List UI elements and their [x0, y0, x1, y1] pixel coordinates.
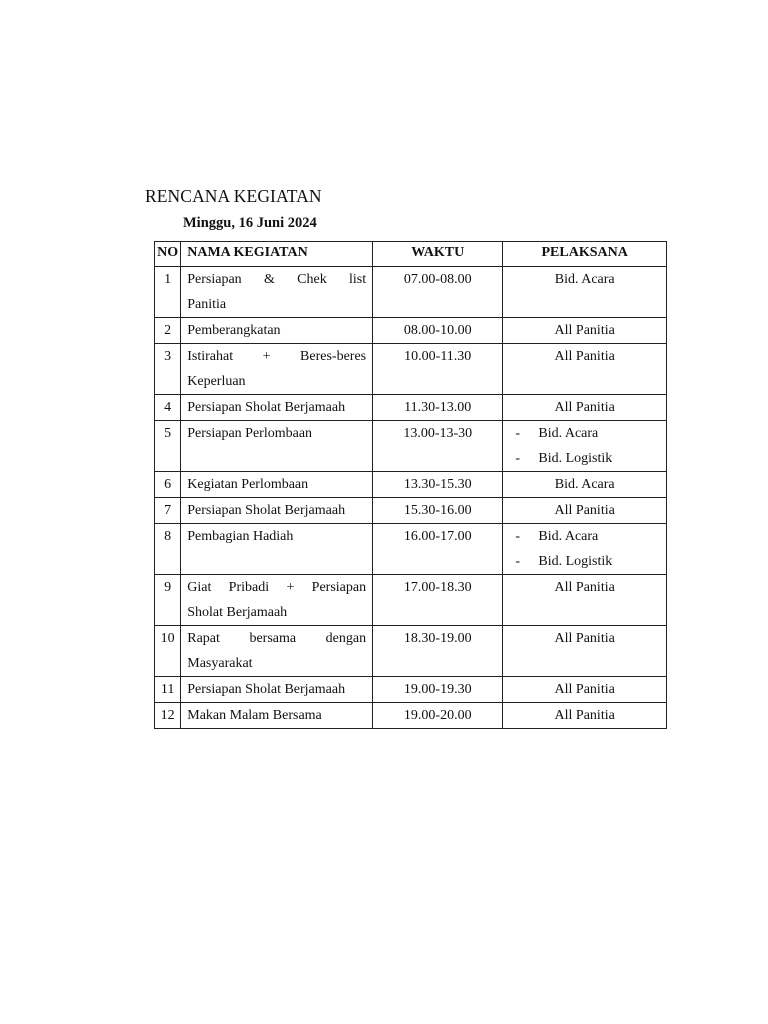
nama-line: Masyarakat	[187, 656, 253, 671]
table-header-row	[155, 242, 667, 267]
header-pelaksana: PELAKSANA	[503, 242, 667, 267]
cell-pelaksana: All Panitia	[503, 344, 667, 395]
pelaksana-label: Bid. Logistik	[538, 451, 613, 466]
table-row	[155, 267, 667, 318]
cell-no: 12	[155, 703, 181, 729]
cell-nama-kegiatan: Makan Malam Bersama	[181, 703, 373, 729]
cell-waktu: 18.30-19.00	[373, 626, 503, 677]
cell-nama-kegiatan: Pembagian Hadiah	[181, 524, 373, 575]
header-nama-kegiatan: NAMA KEGIATAN	[181, 242, 373, 267]
table-row	[155, 703, 667, 729]
header-waktu: WAKTU	[373, 242, 503, 267]
table-row	[155, 677, 667, 703]
nama-line: Panitia	[187, 297, 227, 312]
cell-nama-kegiatan	[181, 267, 373, 318]
table-row	[155, 498, 667, 524]
cell-waktu: 17.00-18.30	[373, 575, 503, 626]
pelaksana-label: Bid. Acara	[538, 426, 599, 441]
pelaksana-label: Bid. Acara	[538, 529, 599, 544]
cell-pelaksana	[503, 421, 667, 472]
dash-bullet: -	[515, 554, 521, 569]
cell-nama-kegiatan: Persiapan Sholat Berjamaah	[181, 677, 373, 703]
cell-nama-kegiatan	[181, 575, 373, 626]
cell-no: 11	[155, 677, 181, 703]
pelaksana-list-item	[515, 549, 660, 574]
cell-pelaksana: Bid. Acara	[503, 472, 667, 498]
cell-no: 7	[155, 498, 181, 524]
table-row	[155, 524, 667, 575]
dash-bullet: -	[515, 529, 521, 544]
cell-no: 5	[155, 421, 181, 472]
table-row	[155, 472, 667, 498]
header-no: NO	[155, 242, 181, 267]
document-title: RENCANA KEGIATAN	[145, 186, 322, 206]
cell-waktu: 19.00-19.30	[373, 677, 503, 703]
nama-line: Giat Pribadi + Persiapan	[187, 580, 367, 595]
cell-waktu: 07.00-08.00	[373, 267, 503, 318]
cell-pelaksana: All Panitia	[503, 575, 667, 626]
pelaksana-list-item	[515, 446, 660, 471]
cell-no: 3	[155, 344, 181, 395]
cell-nama-kegiatan	[181, 626, 373, 677]
table-row	[155, 626, 667, 677]
nama-line: Persiapan & Chek list	[187, 272, 367, 287]
cell-waktu: 08.00-10.00	[373, 318, 503, 344]
dash-bullet: -	[515, 426, 521, 441]
table-row	[155, 575, 667, 626]
cell-no: 2	[155, 318, 181, 344]
cell-nama-kegiatan: Persiapan Sholat Berjamaah	[181, 498, 373, 524]
schedule-table	[154, 241, 667, 729]
cell-pelaksana: Bid. Acara	[503, 267, 667, 318]
pelaksana-list-item	[515, 524, 660, 549]
table-row	[155, 318, 667, 344]
cell-no: 4	[155, 395, 181, 421]
cell-pelaksana: All Panitia	[503, 395, 667, 421]
cell-nama-kegiatan	[181, 344, 373, 395]
cell-pelaksana: All Panitia	[503, 703, 667, 729]
document-date: Minggu, 16 Juni 2024	[183, 215, 317, 231]
cell-pelaksana: All Panitia	[503, 498, 667, 524]
cell-pelaksana	[503, 524, 667, 575]
nama-line: Rapat bersama dengan	[187, 631, 367, 646]
dash-bullet: -	[515, 451, 521, 466]
cell-nama-kegiatan: Persiapan Sholat Berjamaah	[181, 395, 373, 421]
cell-pelaksana: All Panitia	[503, 677, 667, 703]
cell-nama-kegiatan: Pemberangkatan	[181, 318, 373, 344]
cell-no: 10	[155, 626, 181, 677]
nama-line: Istirahat + Beres-beres	[187, 349, 367, 364]
cell-waktu: 11.30-13.00	[373, 395, 503, 421]
cell-nama-kegiatan: Kegiatan Perlombaan	[181, 472, 373, 498]
cell-waktu: 13.00-13-30	[373, 421, 503, 472]
cell-waktu: 19.00-20.00	[373, 703, 503, 729]
cell-waktu: 10.00-11.30	[373, 344, 503, 395]
table-row	[155, 344, 667, 395]
pelaksana-list-item	[515, 421, 660, 446]
cell-nama-kegiatan: Persiapan Perlombaan	[181, 421, 373, 472]
nama-line: Keperluan	[187, 374, 246, 389]
cell-waktu: 15.30-16.00	[373, 498, 503, 524]
cell-waktu: 13.30-15.30	[373, 472, 503, 498]
cell-pelaksana: All Panitia	[503, 626, 667, 677]
nama-line: Sholat Berjamaah	[187, 605, 288, 620]
table-row	[155, 395, 667, 421]
table-row	[155, 421, 667, 472]
cell-pelaksana: All Panitia	[503, 318, 667, 344]
cell-no: 6	[155, 472, 181, 498]
cell-no: 9	[155, 575, 181, 626]
pelaksana-label: Bid. Logistik	[538, 554, 613, 569]
cell-no: 8	[155, 524, 181, 575]
cell-waktu: 16.00-17.00	[373, 524, 503, 575]
cell-no: 1	[155, 267, 181, 318]
